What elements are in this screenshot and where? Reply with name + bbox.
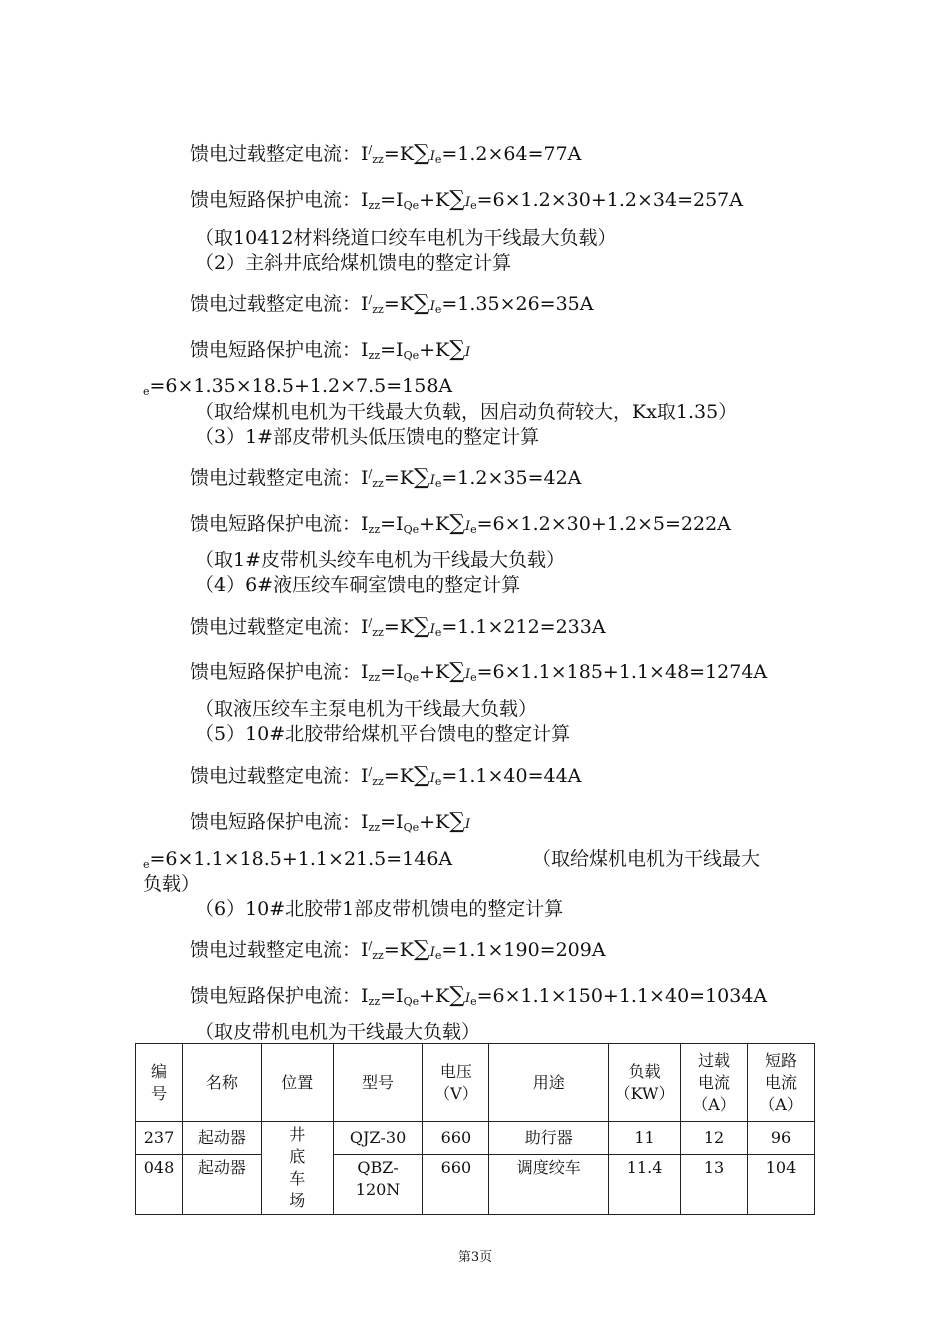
table-row [136,1154,815,1214]
cell-name: 起动器 [182,1154,261,1214]
cell-overload: 13 [681,1154,748,1214]
section-title-5: （5）10#北胶带给煤机平台馈电的整定计算 [195,723,571,745]
short-circuit-line-4: 馈电短路保护电流：$I_{zz}=I_{Qe}+K\sum I_e=6\times 1.1\times 185+1.1\times 48=1274A$ [190,659,768,684]
cell-short: 104 [747,1154,814,1214]
note-3: （取1#皮带机头绞车电机为干线最大负载） [195,549,566,571]
short-circuit-line-5-cont: $_e$=6×1.1×18.5+1.1×21.5=146A [143,848,453,871]
cell-name: 起动器 [182,1122,261,1155]
section-title-4: （4）6#液压绞车硐室馈电的整定计算 [195,574,521,596]
short-circuit-line-2: 馈电短路保护电流：$I_{zz}=I_{Qe}+K\sum I$ [190,337,471,362]
note-5b: 负载） [143,873,201,895]
cell-model: QBZ- 120N [333,1154,423,1214]
page-footer: 第3页 [457,1250,493,1265]
overload-line-4: 馈电过载整定电流：$I^/_{zz}=K\sum I_e=1.1\times 212=233A$ [190,614,606,639]
header-voltage: 电压 （V） [423,1044,489,1122]
overload-line-1: 馈电过载整定电流：$I^/_{zz}=K\sum I_e=1.2\times 64=77A$ [190,141,582,166]
note-6: （取皮带机电机为干线最大负载） [195,1021,481,1043]
cell-overload: 12 [681,1122,748,1155]
cell-use: 调度绞车 [489,1154,609,1214]
short-circuit-line-3: 馈电短路保护电流：$I_{zz}=I_{Qe}+K\sum I_e=6\times 1.2\times 30+1.2\times 5=222A$ [190,511,731,536]
header-use: 用途 [489,1044,609,1122]
cell-voltage: 660 [423,1154,489,1214]
table-row [136,1122,815,1155]
cell-no: 237 [136,1122,183,1155]
section-title-6: （6）10#北胶带1部皮带机馈电的整定计算 [195,898,564,920]
header-name: 名称 [182,1044,261,1122]
cell-voltage: 660 [423,1122,489,1155]
overload-line-2: 馈电过载整定电流：$I^/_{zz}=K\sum I_e=1.35\times 26=35A$ [190,291,594,316]
equipment-table [135,1043,815,1215]
overload-line-6: 馈电过载整定电流：$I^/_{zz}=K\sum I_e=1.1\times 190=209A$ [190,937,606,962]
header-overload-current: 过载 电流 （A） [681,1044,748,1122]
header-load: 负载 （KW） [609,1044,681,1122]
short-circuit-line-6: 馈电短路保护电流：$I_{zz}=I_{Qe}+K\sum I_e=6\times 1.1\times 150+1.1\times 40=1034A$ [190,983,768,1008]
cell-location: 井 底 车 场 [261,1122,333,1215]
table-header-row [136,1044,815,1122]
cell-load: 11.4 [609,1154,681,1214]
cell-short: 96 [747,1122,814,1155]
header-model: 型号 [333,1044,423,1122]
header-short-circuit-current: 短路 电流 （A） [747,1044,814,1122]
overload-line-5: 馈电过载整定电流：$I^/_{zz}=K\sum I_e=1.1\times 40=44A$ [190,763,582,788]
cell-load: 11 [609,1122,681,1155]
note-4: （取液压绞车主泵电机为干线最大负载） [195,698,538,720]
short-circuit-line-5: 馈电短路保护电流：$I_{zz}=I_{Qe}+K\sum I$ [190,809,471,834]
cell-no: 048 [136,1154,183,1214]
section-title-2: （2）主斜井底给煤机馈电的整定计算 [195,252,512,274]
short-circuit-line-1: 馈电短路保护电流：$I_{zz}=I_{Qe}+K\sum I_e=6\times 1.2\times 30+1.2\times 34=257A$ [190,187,743,212]
note-2: （取给煤机电机为干线最大负载，因启动负荷较大，Kx取1.35） [195,401,738,423]
header-no: 编 号 [136,1044,183,1122]
cell-use: 助行器 [489,1122,609,1155]
note-5a: （取给煤机电机为干线最大 [532,848,761,870]
short-circuit-line-2-cont: $_e$=6×1.35×18.5+1.2×7.5=158A [143,375,453,398]
note-1: （取10412材料绕道口绞车电机为干线最大负载） [195,227,617,249]
section-title-3: （3）1#部皮带机头低压馈电的整定计算 [195,426,540,448]
cell-model: QJZ-30 [333,1122,423,1155]
overload-line-3: 馈电过载整定电流：$I^/_{zz}=K\sum I_e=1.2\times 35=42A$ [190,465,582,490]
header-location: 位置 [261,1044,333,1122]
